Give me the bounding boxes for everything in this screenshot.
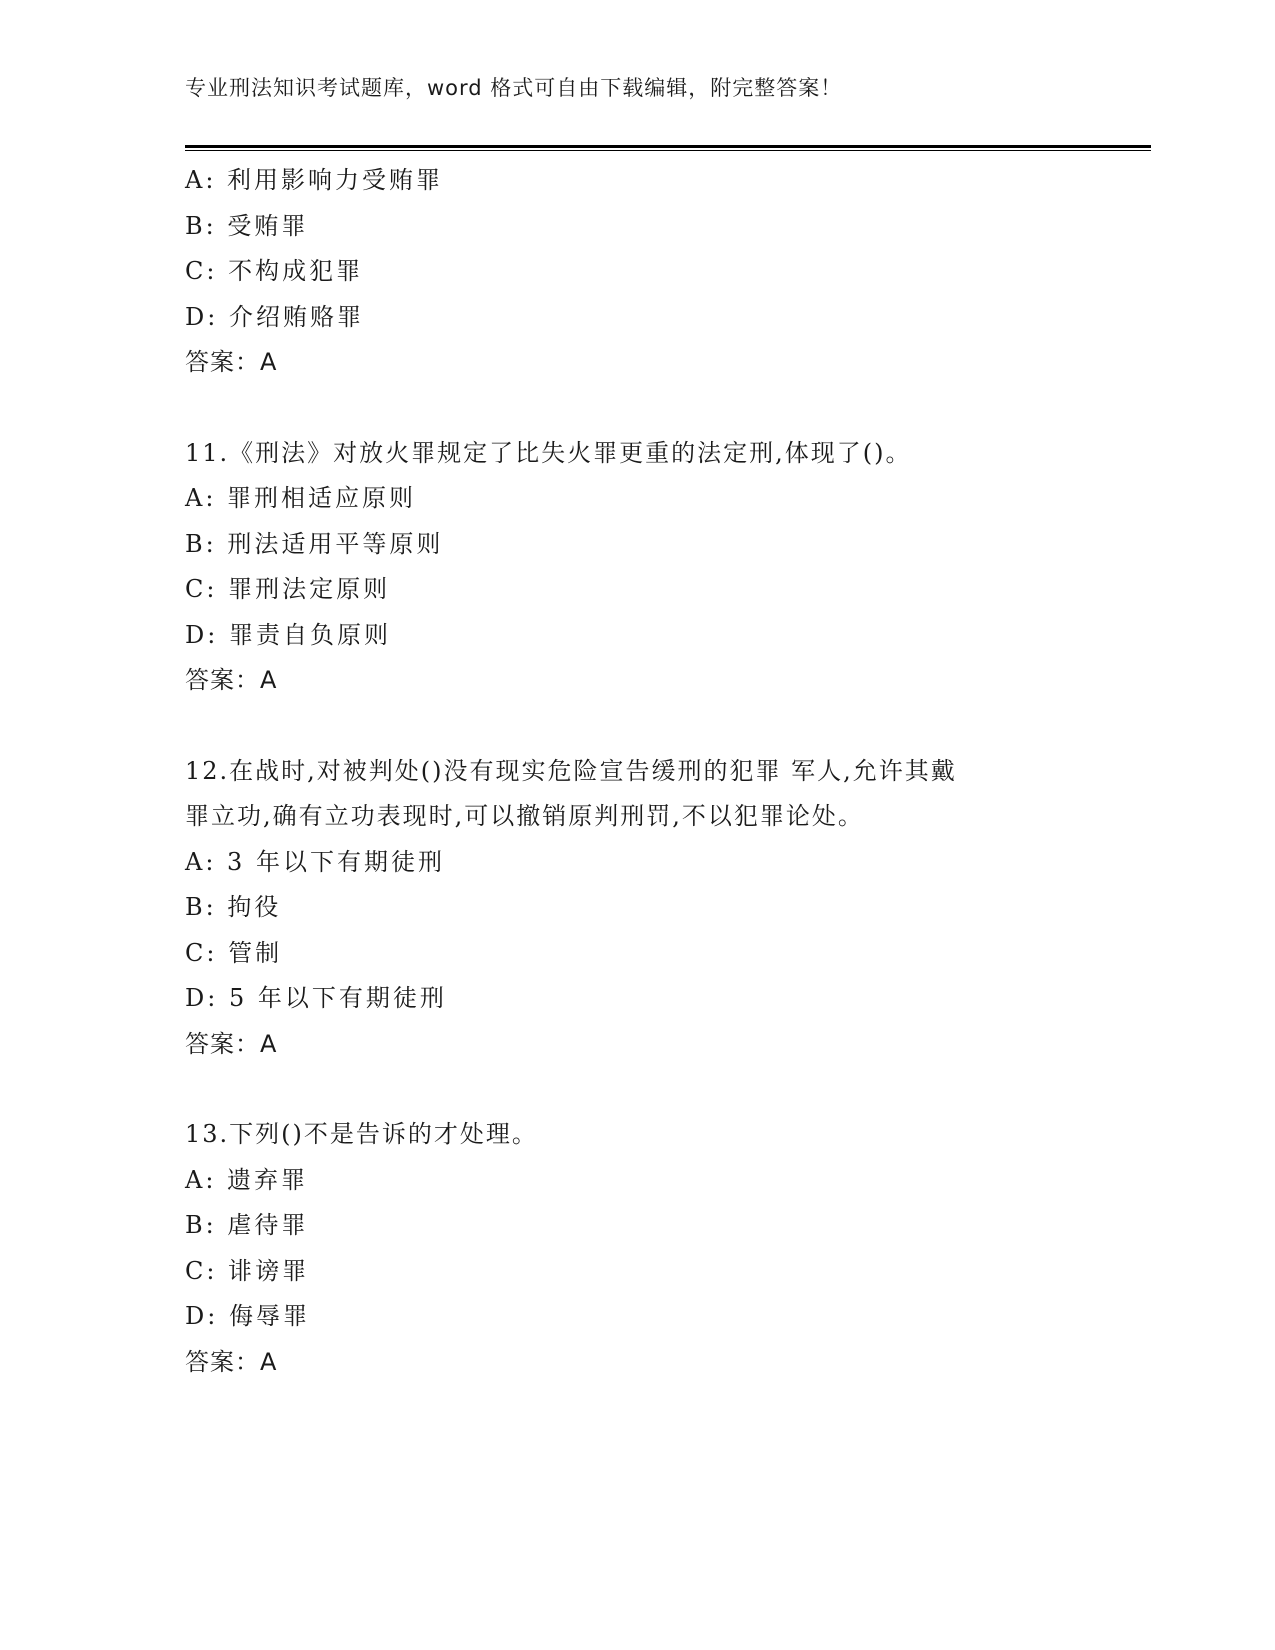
option-d: D: 侮辱罪 <box>185 1302 310 1330</box>
answer-line: 答案：A <box>185 1029 278 1058</box>
question-block-11 <box>185 431 1085 704</box>
option-b: B: 虐待罪 <box>185 1211 309 1239</box>
header-rule-thin <box>185 150 1151 151</box>
option-d: D: 介绍贿赂罪 <box>185 302 364 331</box>
option-c: C: 诽谤罪 <box>185 1256 310 1285</box>
question-block-12 <box>185 749 1085 1068</box>
answer-line: 答案：A <box>185 1347 278 1376</box>
question-block-13 <box>185 1112 1085 1385</box>
answer-line: 答案：A <box>185 348 278 376</box>
question-stem: 12.在战时,对被判处()没有现实危险宣告缓刑的犯罪 军人,允许其戴 <box>185 756 957 785</box>
option-c: C: 不构成犯罪 <box>185 257 364 285</box>
question-list <box>185 158 1085 1385</box>
option-c: C: 管制 <box>185 938 283 967</box>
option-d: D: 5 年以下有期徒刑 <box>185 984 447 1012</box>
option-a: A: 罪刑相适应原则 <box>185 484 417 512</box>
question-stem: 11.《刑法》对放火罪规定了比失火罪更重的法定刑,体现了()。 <box>185 438 912 467</box>
option-a: A: 利用影响力受贿罪 <box>185 166 444 194</box>
option-c: C: 罪刑法定原则 <box>185 575 391 603</box>
option-b: B: 受贿罪 <box>185 211 309 240</box>
option-b: B: 刑法适用平等原则 <box>185 529 444 558</box>
page-header: 专业刑法知识考试题库，word 格式可自由下载编辑，附完整答案！ <box>185 76 843 100</box>
question-block-10-continued <box>185 158 1085 386</box>
question-stem-continued: 罪立功,确有立功表现时,可以撤销原判刑罚,不以犯罪论处。 <box>185 802 864 830</box>
question-stem: 13.下列()不是告诉的才处理。 <box>185 1120 538 1148</box>
option-a: A: 遗弃罪 <box>185 1165 309 1194</box>
option-d: D: 罪责自负原则 <box>185 620 391 649</box>
header-rule-thick <box>185 145 1151 148</box>
option-b: B: 拘役 <box>185 893 282 921</box>
answer-line: 答案：A <box>185 666 278 694</box>
option-a: A: 3 年以下有期徒刑 <box>185 847 445 876</box>
